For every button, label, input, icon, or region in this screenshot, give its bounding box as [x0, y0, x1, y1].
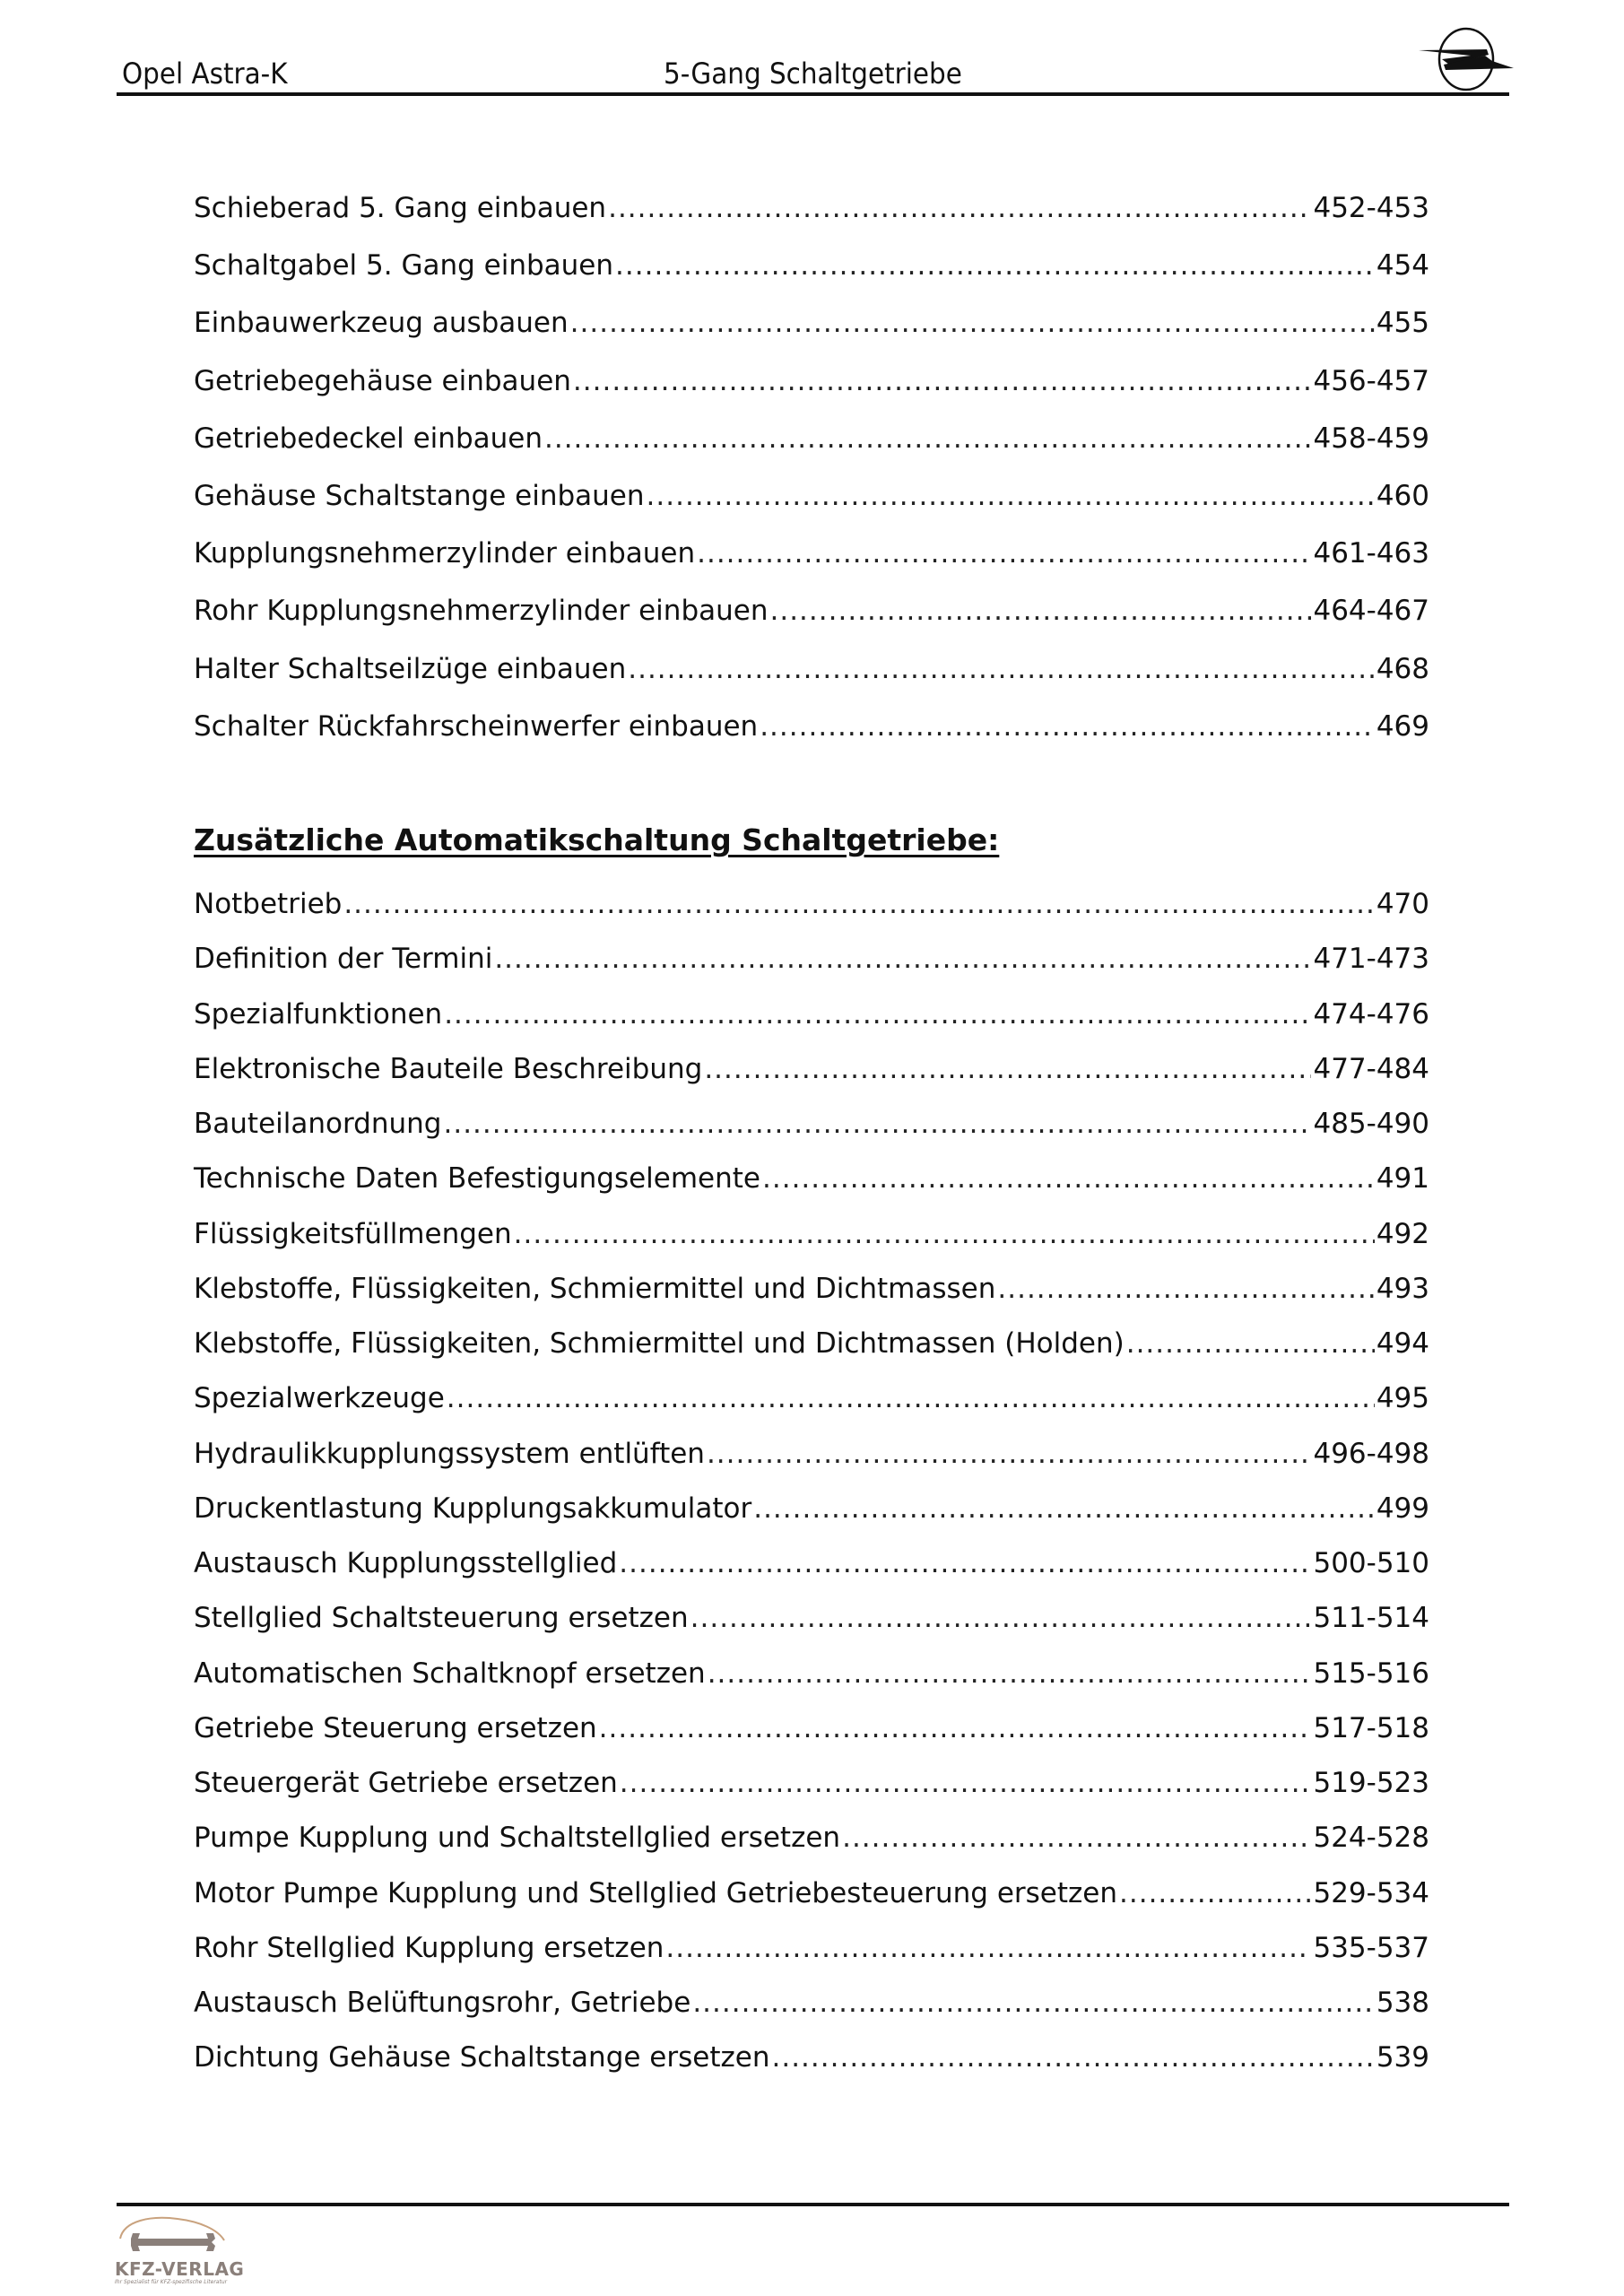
dot-leader — [599, 1701, 1312, 1756]
header-vehicle-title: Opel Astra-K — [122, 57, 288, 91]
toc-entry-pages: 464-467 — [1313, 595, 1429, 628]
toc-entry-pages: 517-518 — [1313, 1711, 1429, 1744]
toc-entry[interactable] — [194, 1921, 1429, 1976]
dot-leader — [753, 1482, 1375, 1536]
toc-entry-title: Halter Schaltseilzüge einbauen — [194, 652, 627, 685]
toc-entry-title: Flüssigkeitsfüllmengen — [194, 1217, 512, 1250]
dot-leader — [1126, 1317, 1375, 1371]
dot-leader — [772, 2031, 1375, 2085]
toc-entry-pages: 485-490 — [1313, 1108, 1429, 1140]
toc-entry[interactable] — [194, 1536, 1429, 1591]
toc-entry-pages: 454 — [1376, 249, 1429, 283]
toc-entry-pages: 494 — [1376, 1327, 1429, 1360]
toc-entry[interactable] — [194, 640, 1429, 698]
dot-leader — [573, 352, 1312, 410]
toc-entry[interactable] — [194, 1262, 1429, 1317]
toc-entry[interactable] — [194, 1976, 1429, 2031]
toc-entry-pages: 493 — [1376, 1272, 1429, 1305]
toc-entry-pages: 496-498 — [1313, 1437, 1429, 1470]
toc-entry-title: Elektronische Bauteile Beschreibung — [194, 1052, 703, 1085]
dot-leader — [707, 1427, 1312, 1482]
toc-entry[interactable] — [194, 1866, 1429, 1921]
toc-entry-title: Getriebe Steuerung ersetzen — [194, 1711, 597, 1744]
dot-leader — [665, 1921, 1311, 1976]
toc-entry-title: Rohr Stellglied Kupplung ersetzen — [194, 1931, 664, 1964]
toc-entry-title: Schaltgabel 5. Gang einbauen — [194, 249, 614, 283]
toc-entry-pages: 469 — [1376, 709, 1429, 743]
toc-entry[interactable] — [194, 294, 1429, 352]
toc-entry[interactable] — [194, 582, 1429, 639]
toc-entry-pages: 492 — [1376, 1217, 1429, 1250]
toc-entry[interactable] — [194, 1591, 1429, 1646]
toc-entry-pages: 470 — [1376, 888, 1429, 920]
toc-entry-pages: 455 — [1376, 307, 1429, 340]
toc-entry[interactable] — [194, 525, 1429, 582]
toc-entry-pages: 471-473 — [1313, 943, 1429, 976]
opel-logo-icon — [1417, 25, 1515, 95]
toc-entry[interactable] — [194, 932, 1429, 987]
dot-leader — [608, 179, 1311, 237]
toc-entry-pages: 535-537 — [1313, 1931, 1429, 1964]
toc-entry-pages: 458-459 — [1313, 422, 1429, 455]
dot-leader — [620, 1756, 1312, 1811]
toc-entry[interactable] — [194, 179, 1429, 237]
dot-leader — [842, 1811, 1311, 1866]
toc-entry[interactable] — [194, 1207, 1429, 1262]
toc-entry-pages: 456-457 — [1313, 364, 1429, 397]
dot-leader — [570, 294, 1375, 352]
toc-entry[interactable] — [194, 877, 1429, 932]
dot-leader — [444, 987, 1311, 1042]
footer-divider — [117, 2203, 1509, 2206]
toc-entry-title: Rohr Kupplungsnehmerzylinder einbauen — [194, 595, 769, 628]
toc-entry-pages: 477-484 — [1313, 1052, 1429, 1085]
toc-entry[interactable] — [194, 237, 1429, 294]
toc-entry-title: Gehäuse Schaltstange einbauen — [194, 479, 645, 512]
dot-leader — [647, 467, 1375, 525]
toc-entry-title: Bauteilanordnung — [194, 1108, 442, 1140]
toc-entry-title: Einbauwerkzeug ausbauen — [194, 307, 569, 340]
dot-leader — [343, 877, 1375, 932]
toc-entry[interactable] — [194, 1042, 1429, 1097]
toc-entry-title: Austausch Belüftungsrohr, Getriebe — [194, 1987, 691, 2019]
toc-entry[interactable] — [194, 1097, 1429, 1152]
toc-entry-title: Steuergerät Getriebe ersetzen — [194, 1767, 618, 1799]
toc-entry-pages: 519-523 — [1313, 1767, 1429, 1799]
dot-leader — [760, 698, 1375, 755]
toc-entry-pages: 461-463 — [1313, 537, 1429, 570]
toc-entry-title: Stellglied Schaltsteuerung ersetzen — [194, 1602, 689, 1635]
toc-entry-title: Spezialwerkzeuge — [194, 1382, 445, 1415]
toc-entry[interactable] — [194, 1482, 1429, 1536]
toc-entry-title: Notbetrieb — [194, 888, 343, 920]
toc-entry[interactable] — [194, 1756, 1429, 1811]
dot-leader — [619, 1536, 1311, 1591]
toc-entry-title: Spezialfunktionen — [194, 997, 443, 1031]
publisher-logo-text: KFZ-VERLAG — [115, 2258, 245, 2280]
toc-entry-title: Schalter Rückfahrscheinwerfer einbauen — [194, 709, 759, 743]
toc-entry-title: Druckentlastung Kupplungsakkumulator — [194, 1492, 752, 1525]
dot-leader — [708, 1647, 1312, 1701]
toc-entry-title: Getriebedeckel einbauen — [194, 422, 543, 455]
toc-entry-title: Motor Pumpe Kupplung und Stellglied Getriebesteuerung ersetzen — [194, 1876, 1118, 1909]
toc-entry-title: Klebstoffe, Flüssigkeiten, Schmiermittel und Dichtmassen — [194, 1272, 996, 1305]
toc-entry-title: Definition der Termini — [194, 943, 493, 976]
toc-entry[interactable] — [194, 467, 1429, 525]
toc-entry[interactable] — [194, 1317, 1429, 1371]
toc-section-2 — [194, 877, 1429, 2086]
toc-entry-title: Getriebegehäuse einbauen — [194, 364, 571, 397]
toc-entry-pages: 474-476 — [1313, 997, 1429, 1031]
toc-entry-pages: 539 — [1376, 2041, 1429, 2074]
dot-leader — [690, 1591, 1312, 1646]
toc-entry-pages: 460 — [1376, 479, 1429, 512]
toc-entry-pages: 468 — [1376, 652, 1429, 685]
toc-entry-title: Kupplungsnehmerzylinder einbauen — [194, 537, 696, 570]
dot-leader — [628, 640, 1375, 698]
toc-entry[interactable] — [194, 352, 1429, 410]
toc-entry-title: Austausch Kupplungsstellglied — [194, 1547, 618, 1579]
toc-entry-pages: 499 — [1376, 1492, 1429, 1525]
dot-leader — [692, 1976, 1375, 2031]
toc-entry-title: Schieberad 5. Gang einbauen — [194, 192, 607, 224]
toc-entry-pages: 515-516 — [1313, 1657, 1429, 1690]
toc-entry-pages: 524-528 — [1313, 1822, 1429, 1855]
toc-entry[interactable] — [194, 1371, 1429, 1426]
toc-entry-pages: 452-453 — [1313, 192, 1429, 224]
section-heading: Zusätzliche Automatikschaltung Schaltgetriebe: — [194, 822, 1000, 857]
dot-leader — [544, 410, 1311, 467]
toc-entry-pages: 495 — [1376, 1382, 1429, 1415]
header-chapter-title: 5-Gang Schaltgetriebe — [664, 57, 962, 91]
toc-entry-title: Hydraulikkupplungssystem entlüften — [194, 1437, 705, 1470]
toc-entry[interactable] — [194, 987, 1429, 1042]
toc-entry[interactable] — [194, 1701, 1429, 1756]
toc-entry-title: Klebstoffe, Flüssigkeiten, Schmiermittel und Dichtmassen (Holden) — [194, 1327, 1125, 1360]
dot-leader — [494, 932, 1311, 987]
dot-leader — [1119, 1866, 1311, 1921]
toc-entry-title: Technische Daten Befestigungselemente — [194, 1162, 761, 1196]
toc-entry[interactable] — [194, 1647, 1429, 1701]
toc-entry[interactable] — [194, 1152, 1429, 1206]
toc-entry-title: Automatischen Schaltknopf ersetzen — [194, 1657, 706, 1690]
dot-leader — [443, 1097, 1311, 1152]
dot-leader — [697, 525, 1311, 582]
toc-entry[interactable] — [194, 410, 1429, 467]
toc-entry[interactable] — [194, 1427, 1429, 1482]
dot-leader — [615, 237, 1375, 294]
toc-entry-pages: 511-514 — [1313, 1602, 1429, 1635]
dot-leader — [704, 1042, 1311, 1097]
dot-leader — [769, 582, 1311, 639]
toc-entry-pages: 491 — [1376, 1162, 1429, 1196]
toc-entry-pages: 500-510 — [1313, 1547, 1429, 1579]
toc-entry[interactable] — [194, 698, 1429, 755]
dot-leader — [997, 1262, 1374, 1317]
toc-section-1 — [194, 179, 1429, 755]
toc-entry-title: Dichtung Gehäuse Schaltstange ersetzen — [194, 2041, 770, 2074]
toc-entry-pages: 538 — [1376, 1987, 1429, 2019]
toc-entry[interactable] — [194, 1811, 1429, 1866]
dot-leader — [447, 1371, 1375, 1426]
toc-entry-pages: 529-534 — [1313, 1876, 1429, 1909]
publisher-tagline: Ihr Spezialist für KFZ-spezifische Literatur — [115, 2279, 228, 2285]
toc-entry-title: Pumpe Kupplung und Schaltstellglied ersetzen — [194, 1822, 841, 1855]
dot-leader — [514, 1207, 1375, 1262]
header-divider — [117, 92, 1509, 96]
toc-entry[interactable] — [194, 2031, 1429, 2085]
dot-leader — [762, 1152, 1375, 1206]
